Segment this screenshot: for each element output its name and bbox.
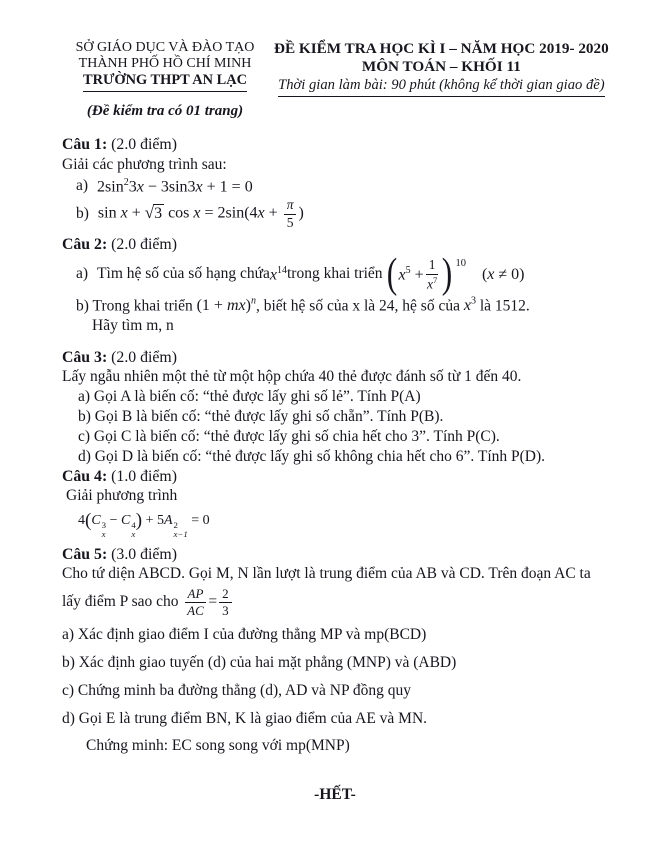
department-name: SỞ GIÁO DỤC VÀ ĐÀO TẠO	[75, 40, 255, 55]
radical-icon: √	[144, 202, 155, 222]
question-4-intro: Giải phương trình	[66, 486, 178, 504]
fraction-ap-over-ac: $\frac{AP}{AC}$	[185, 587, 207, 617]
city-name: THÀNH PHỐ HỒ CHÍ MINH	[78, 56, 252, 72]
question-5-heading	[62, 545, 608, 564]
question-3-item-c: c) Gọi C là biến cố: “thẻ được lấy ghi số chia hết cho 3”. Tính P(C).	[78, 427, 500, 445]
school-header-block	[62, 40, 268, 120]
fraction-1-over-x7: $\frac{1}{x^7}$	[426, 257, 438, 292]
question-3-intro: Lấy ngẫu nhiên một thẻ từ một hộp chứa 40 thẻ được đánh số từ 1 đến 40.	[62, 368, 522, 386]
item-label-2b: b)	[76, 297, 89, 315]
question-3-points: (2.0 điểm)	[111, 348, 177, 366]
question-3-item-d: d) Gọi D là biến cố: “thẻ được lấy ghi số không chia hết cho 6”. Tính P(D).	[78, 447, 546, 465]
question-5-item-d: d) Gọi E là trung điểm BN, K là giao điểm của AE và MN.	[62, 709, 428, 727]
question-1	[62, 135, 608, 229]
question-2	[62, 235, 608, 336]
subsup-c2: 4 x	[131, 519, 136, 540]
question-1a-row	[76, 177, 608, 197]
left-paren: (	[386, 251, 397, 298]
question-1-intro: Giải các phương trình sau:	[62, 155, 227, 173]
question-5-item-b: b) Xác định giao tuyến (d) của hai mặt phẳng (MNP) và (ABD)	[62, 654, 457, 672]
end-marker: -HẾT-	[314, 785, 356, 803]
question-4-points: (1.0 điểm)	[111, 467, 177, 485]
exam-subject: MÔN TOÁN – KHỐI 11	[361, 58, 521, 76]
condition-x-nonzero: (x ≠ 0)	[481, 266, 525, 284]
question-5-points: (3.0 điểm)	[111, 545, 177, 563]
question-3-item-b: b) Gọi B là biến cố: “thẻ được lấy ghi số chẵn”. Tính P(B).	[78, 407, 444, 425]
right-paren: )	[442, 251, 453, 298]
question-3-heading	[62, 348, 608, 367]
fraction-pi-over-5: $\frac{\pi}{5}$	[284, 198, 297, 229]
subsup-a: 2 x−1	[173, 519, 188, 540]
page-count-note: (Đề kiểm tra có 01 trang)	[86, 103, 244, 120]
question-1-heading	[62, 135, 608, 154]
question-5-final-line: Chứng minh: EC song song với mp(MNP)	[86, 736, 350, 754]
question-2a-row	[76, 251, 608, 298]
question-5-item-c: c) Chứng minh ba đường thẳng (d), AD và NP đồng quy	[62, 682, 412, 700]
item-label-2a: a)	[76, 265, 89, 283]
question-5-intro: Cho tứ diện ABCD. Gọi M, N lần lượt là trung điểm của AB và CD. Trên đoạn AC ta	[62, 565, 591, 583]
exam-title: ĐỀ KIỂM TRA HỌC KÌ I – NĂM HỌC 2019- 2020	[274, 40, 609, 57]
question-4-heading	[62, 467, 608, 486]
question-5-ratio-line	[62, 587, 608, 617]
equation-1b: sin x + √3 cos x = 2sin(4x + $\frac{\pi}{5}$ )	[97, 197, 304, 230]
question-4	[62, 467, 608, 540]
question-2b-row	[76, 296, 608, 316]
exponent-10: 10	[455, 258, 466, 270]
question-1-points: (2.0 điểm)	[111, 136, 177, 154]
question-2-points: (2.0 điểm)	[111, 235, 177, 253]
item-label-1b: b)	[76, 204, 89, 222]
question-2b-line2: Hãy tìm m, n	[92, 316, 174, 334]
exam-duration-line	[274, 76, 609, 97]
exam-duration: Thời gian làm bài: 90 phút (không kể thời gian giao đề)	[278, 77, 604, 97]
binomial-expression: ( $x^5$ + $\frac{1}{x^7}$ ) 10	[386, 251, 466, 298]
document-header	[62, 40, 608, 120]
term-x3: $x^3$	[463, 295, 476, 315]
question-2b-text3: là 1512.	[475, 297, 530, 315]
question-2-title: Câu 2:	[62, 235, 108, 253]
question-4-title: Câu 4:	[62, 467, 108, 485]
term-1-plus-mx-n: (1 + mx)$^n$	[196, 295, 256, 315]
question-5-ratio-text: lấy điểm P sao cho	[62, 592, 179, 610]
question-1-title: Câu 1:	[62, 136, 108, 154]
subsup-c1: 3 x	[101, 519, 107, 540]
question-2b-text2: , biết hệ số của x là 24, hệ số của	[255, 297, 464, 315]
question-1b-row	[76, 198, 608, 229]
term-x14: $x^{14}$	[269, 264, 287, 284]
question-5	[62, 545, 608, 756]
fraction-2-over-3: $\frac{2}{3}$	[219, 587, 232, 617]
equation-1a: $2\sin^23x - 3\sin 3x + 1 = 0$	[97, 176, 253, 195]
equals-sign: =	[208, 592, 218, 610]
school-name: TRƯỜNG THPT AN LẠC	[83, 72, 247, 92]
question-5-item-a: a) Xác định giao điểm I của đường thẳng MP và mp(BCD)	[62, 626, 427, 644]
question-2-heading	[62, 235, 608, 254]
question-2a-text2: trong khai triển	[286, 265, 383, 283]
item-label-1a: a)	[76, 177, 89, 195]
equation-4: 4(C 3 x − C 4 x ) + 5A 2 x−1 = 0	[78, 509, 210, 540]
question-5-title: Câu 5:	[62, 545, 108, 563]
question-3	[62, 348, 608, 467]
question-2a-text1: Tìm hệ số của số hạng chứa	[97, 265, 270, 283]
exam-title-block	[268, 40, 609, 97]
school-name-line	[62, 72, 268, 92]
question-3-title: Câu 3:	[62, 348, 108, 366]
question-2b-text1: Trong khai triển	[92, 297, 197, 315]
question-3-item-a: a) Gọi A là biến cố: “thẻ được lấy ghi số lẻ”. Tính P(A)	[78, 388, 421, 405]
